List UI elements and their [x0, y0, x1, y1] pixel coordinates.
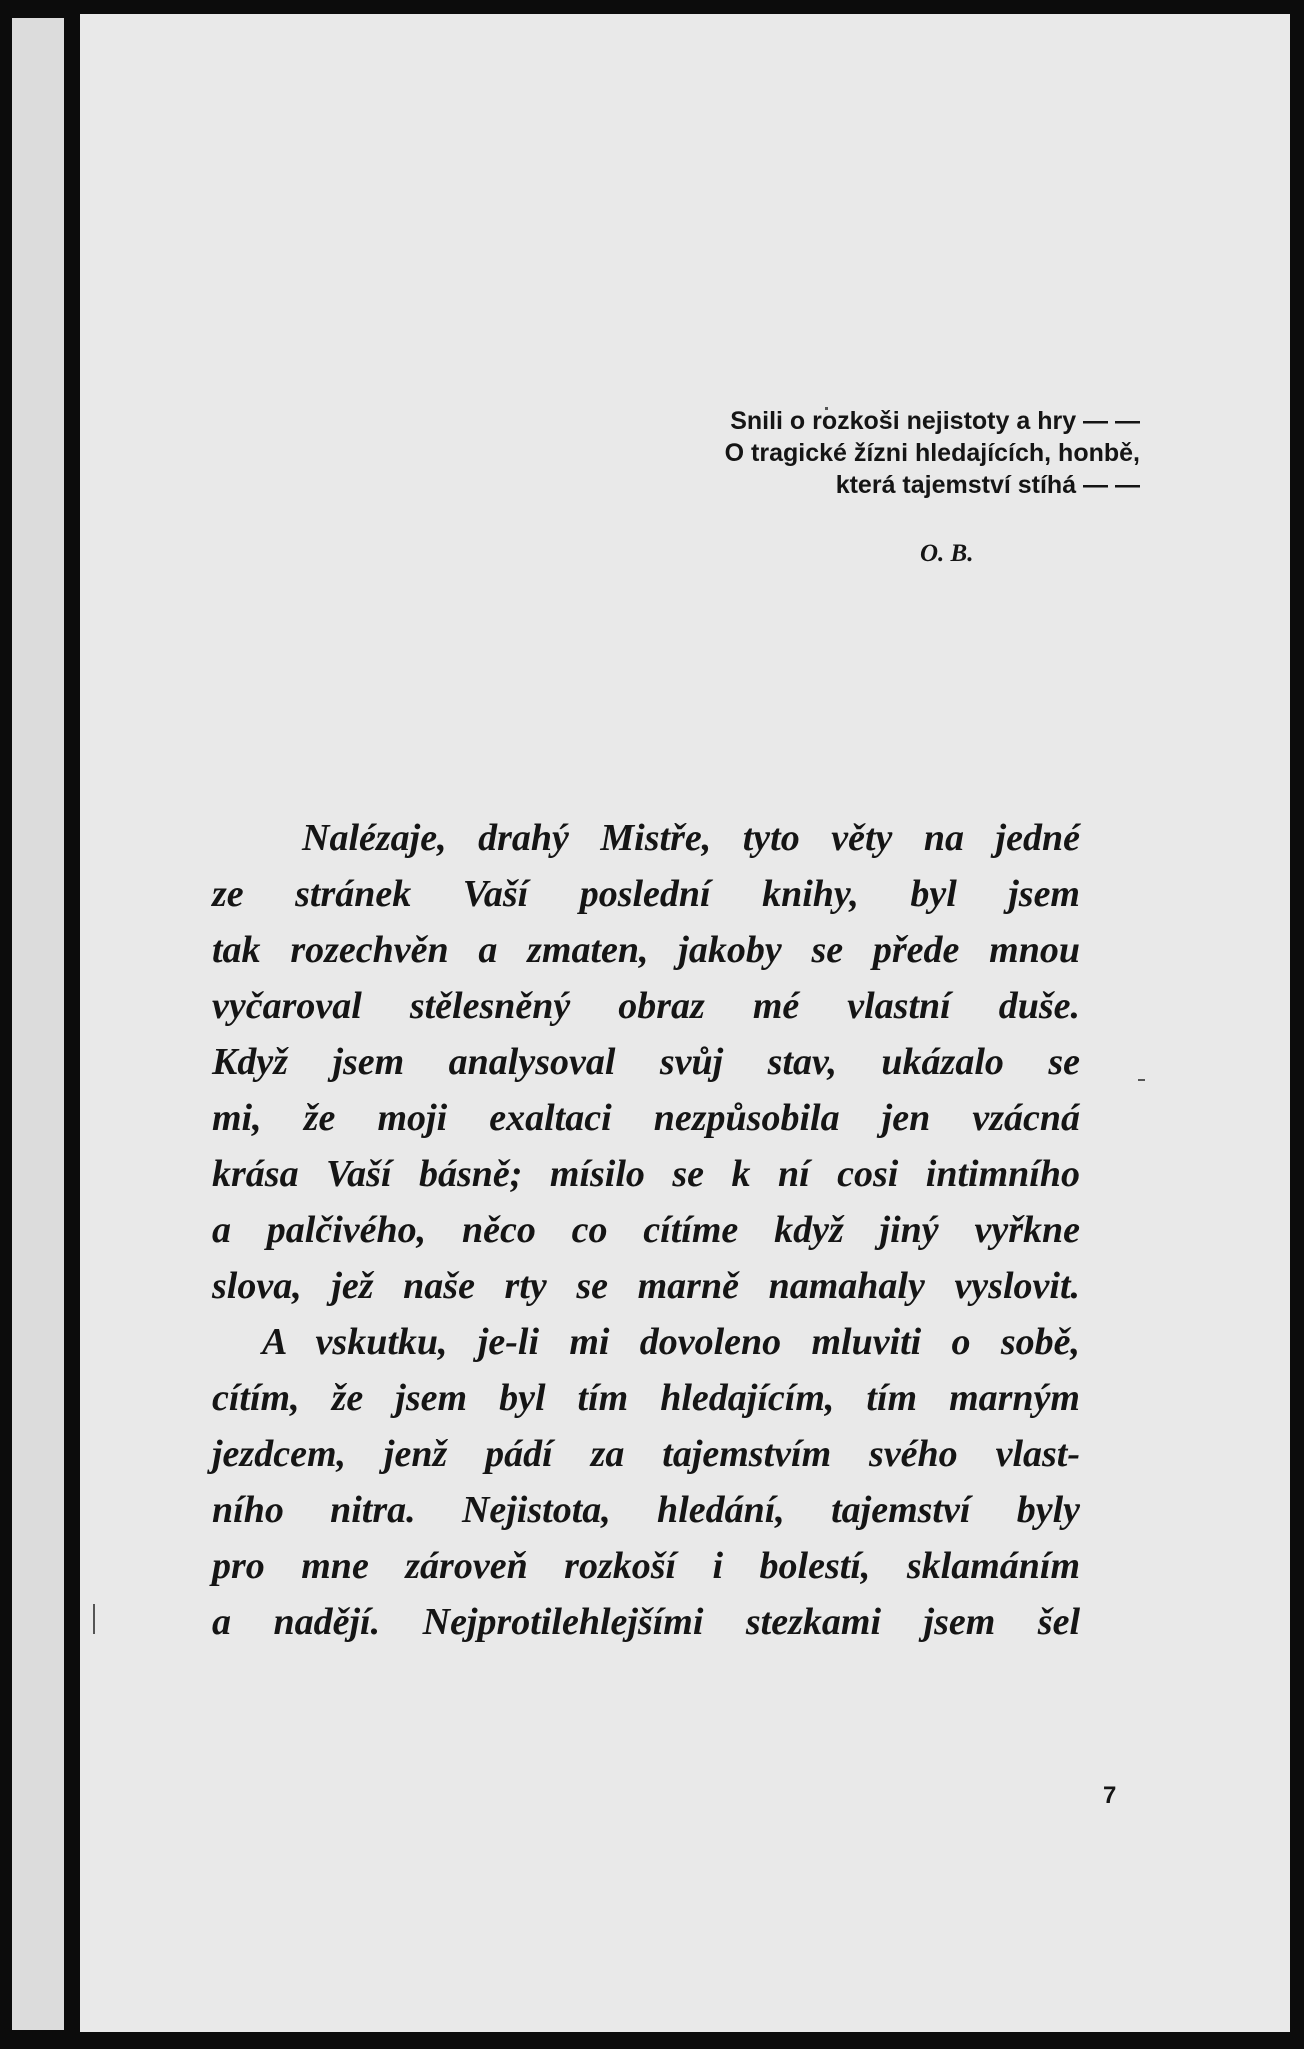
scan-mark	[93, 1604, 95, 1634]
scan-speck	[1138, 1079, 1145, 1081]
text-line: slova, jež naše rty se marně namahaly vyslovit.	[212, 1265, 1080, 1307]
text-line: jezdcem, jenž pádí za tajemstvím svého vlast-	[212, 1433, 1080, 1475]
text-line: vyčaroval stělesněný obraz mé vlastní duše.	[212, 985, 1080, 1027]
epigraph-signature: O. B.	[920, 540, 974, 567]
text-line: a palčivého, něco co cítíme když jiný vyřkne	[212, 1209, 1080, 1251]
text-line: A vskutku, je-li mi dovoleno mluviti o sobě,	[262, 1321, 1080, 1363]
text-line: ního nitra. Nejistota, hledání, tajemství byly	[212, 1489, 1080, 1531]
text-line: krása Vaší básně; mísilo se k ní cosi intimního	[212, 1153, 1080, 1195]
text-line: Když jsem analysoval svůj stav, ukázalo se	[212, 1041, 1080, 1083]
body-text	[212, 810, 1080, 1650]
text-line: ze stránek Vaší poslední knihy, byl jsem	[212, 873, 1080, 915]
epigraph-line: která tajemství stíhá — —	[835, 471, 1140, 499]
epigraph	[540, 405, 1140, 501]
text-line: mi, že moji exaltaci nezpůsobila jen vzácná	[212, 1097, 1080, 1139]
text-line: Nalézaje, drahý Mistře, tyto věty na jedné	[302, 817, 1080, 859]
text-line: a nadějí. Nejprotilehlejšími stezkami jsem šel	[212, 1601, 1080, 1643]
text-line: cítím, že jsem byl tím hledajícím, tím marným	[212, 1377, 1080, 1419]
epigraph-line: O tragické žízni hledajících, honbě,	[724, 439, 1140, 467]
text-line: tak rozechvěn a zmaten, jakoby se přede mnou	[212, 929, 1080, 971]
text-line: pro mne zároveň rozkoší i bolestí, sklamáním	[212, 1545, 1080, 1587]
page-number: 7	[1103, 1782, 1117, 1809]
facing-page-edge	[12, 18, 64, 2030]
epigraph-line: Snili o rozkoši nejistoty a hry — —	[730, 407, 1140, 435]
